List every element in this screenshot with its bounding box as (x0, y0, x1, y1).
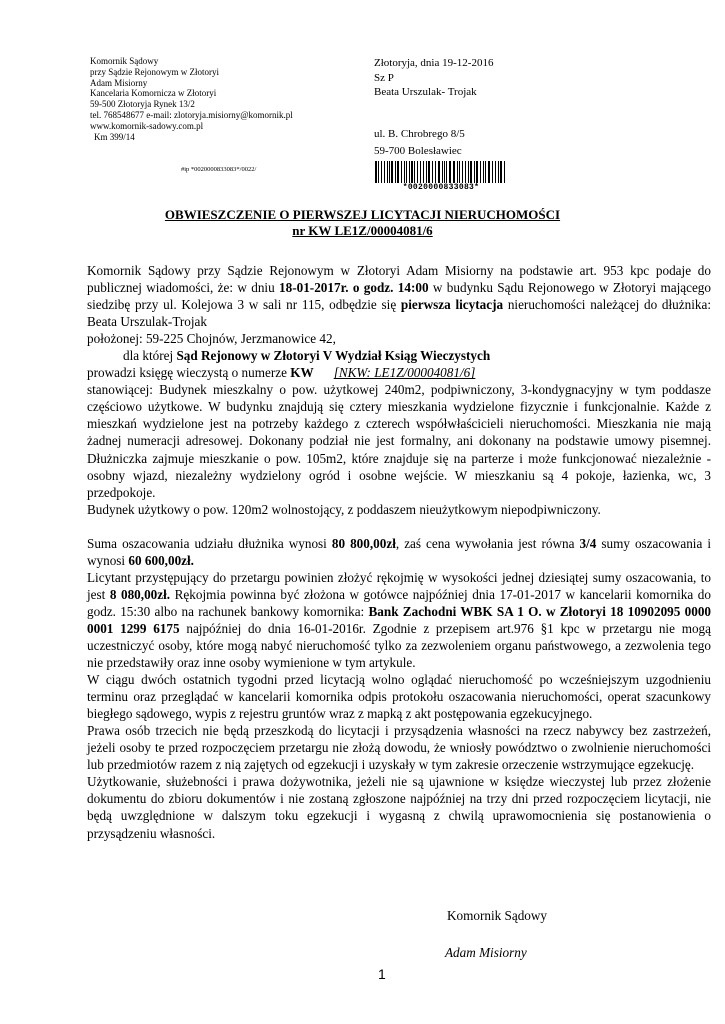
recipient-tag: Sz P (374, 71, 394, 84)
barcode-bar (459, 161, 460, 183)
barcode-bar (449, 161, 451, 183)
barcode-bar (411, 161, 413, 183)
barcode-bar (432, 161, 433, 183)
recipient-address (374, 126, 465, 160)
case-number: Km 399/14 (94, 131, 135, 142)
signature-name: Adam Misiorny (445, 945, 527, 960)
barcode-bar (500, 161, 502, 183)
bank-account: Bank Zachodni WBK SA 1 O. w Złotoryi 18 10902095 0000 0001 1299 6175 (87, 603, 712, 636)
barcode-bar (384, 161, 385, 183)
barcode-bar (420, 161, 421, 183)
barcode-bar (391, 161, 393, 183)
barcode-bar (428, 161, 430, 183)
land-register-number: nr KW LE1Z/00004081/6 (292, 223, 433, 238)
sender-line: Komornik Sądowy (90, 56, 159, 66)
barcode-bar (438, 161, 440, 183)
barcode-bar (446, 161, 447, 183)
valuation-amount: 80 800,00zł (331, 535, 396, 551)
barcode-bar (381, 161, 382, 183)
sender-line: 59-500 Złotoryja Rynek 13/2 (90, 99, 195, 110)
barcode-bar (423, 161, 424, 183)
barcode-bar (442, 161, 443, 183)
signature-title: Komornik Sądowy (447, 908, 548, 923)
property-location: położonej: 59-225 Chojnów, Jerzmanowice 42, (87, 331, 336, 347)
viewing-paragraph: W ciągu dwóch ostatnich tygodni przed licytacją wolno oglądać nieruchomość po wcześniejszym uzgodnieniu terminu oraz przeglądać w kancelarii komornika odpis protokołu oszacowania nieruchomości, operat szacunkowy biegłego sądowego, wypis z rejestru gruntów wraz z mapką z akt postępowania egzekucyjnego. (87, 672, 711, 722)
barcode-bar (389, 161, 390, 183)
recipient-street: ul. B. Chrobrego 8/5 (374, 128, 465, 140)
third-party-rights-paragraph: Prawa osób trzecich nie będą przeszkodą do licytacji i przysądzenia własności na rzecz nabywcy bez zastrzeżeń, jeżeli osoby te przed rozpoczęciem przetargu nie złożą dowodu, że wniosły powództwo o zwolnienie nieruchomości lub przedmiotów razem z nią zajętych od egzekucji i uzyskały w tym zakresie orzeczenie wstrzymujące egzekucję. (87, 723, 711, 773)
barcode-bar (406, 161, 407, 183)
barcode-bar (504, 161, 505, 183)
barcode-bar (495, 161, 496, 183)
deposit-amount: 8 080,00zł. (109, 586, 171, 602)
sender-line: Kancelaria Komornicza w Złotoryi (90, 88, 217, 99)
barcode-bar (375, 161, 377, 183)
barcode-bar (462, 161, 463, 183)
barcode-bar (476, 161, 478, 183)
barcode-bar (409, 161, 410, 183)
barcode-bar (485, 161, 486, 183)
auction-date: 18-01-2017r. o godz. 14:00 (279, 280, 429, 296)
paragraph-auction-notice: Komornik Sądowy przy Sądzie Rejonowym w Złotoryi Adam Misiorny na podstawie art. 953 kpc podaje do publicznej wiadomości, że: w dniu 18-01-2017r. o godz. 14:00 w budynku Sądu Rejonowego w Złotoryi mającego siedzibę przy ul. Kolejowa 3 w sali nr 115, odbędzie się pierwsza licytacja nieruchomości należącej do dłużnika: Beata Urszulak-Trojak (87, 263, 711, 330)
barcode (374, 161, 508, 192)
barcode-bar (395, 161, 396, 183)
recipient-header (374, 56, 493, 100)
sender-line: przy Sądzie Rejonowym w Złotoryi (90, 66, 219, 77)
sender-line: tel. 768548677 e-mail: zlotoryja.misiorny@komornik.pl (90, 109, 293, 120)
barcode-bar (435, 161, 436, 183)
starting-price: 60 600,00zł. (128, 552, 194, 568)
sender-line: Adam Misiorny (90, 77, 148, 88)
barcode-bar (404, 161, 405, 183)
first-auction-label: pierwsza licytacja (400, 297, 504, 313)
barcode-bar (492, 161, 493, 183)
barcode-text: *0020000833083* (374, 183, 508, 192)
barcode-bar (414, 161, 415, 183)
court-name: Sąd Rejonowy w Złotoryi V Wydział Ksiąg Wieczystych (176, 348, 491, 364)
property-description: stanowiącej: Budynek mieszkalny o pow. użytkowej 240m2, podpiwniczony, 3-kondygnacyjny w tym poddasze częściowo użytkowe. W budynku znajdują się cztery mieszkania wydzielone fizycznie i funkcjonalnie. Każde z mieszkań wydzielone jest na potrzeby każdego z czterech współwłaścicieli nieruchomości. Mieszkania nie mają żadnej numeracji adresowej. Dokonany podział nie jest formalny, ani dokonany na podstawie umowy pisemnej. Dłużniczka zajmuje mieszkanie o pow. 105m2, które znajduje się na parterze i może funkcjonować niezależnie - osobny wjazd, niezależny wydzielony ogród i osobne wejście. W mieszkaniu są 4 pokoje, łazienka, wc, 3 przedpokoje. (87, 382, 711, 500)
sender-line: www.komornik-sadowy.com.pl (90, 120, 204, 131)
recipient-city: 59-700 Bolesławiec (374, 145, 462, 157)
recipient-name: Beata Urszulak- Trojak (374, 86, 477, 98)
sender-block (90, 56, 293, 142)
barcode-bar (426, 161, 427, 183)
barcode-bar (480, 161, 481, 183)
barcode-bar (498, 161, 499, 183)
deposit-paragraph: Licytant przystępujący do przetargu powinien złożyć rękojmię w wysokości jednej dziesiątej sumy oszacowania, to jest 8 080,00zł. Rękojmia powinna być złożona w gotówce najpóźniej dnia 17-01-2017 w kancelarii komornika do godz. 15:30 albo na rachunek bankowy komornika: Bank Zachodni WBK SA 1 O. w Złotoryi 18 10902095 0000 0001 1299 6175 najpóźniej do dnia 16-01-2016r. Zgodnie z przepisem art.976 §1 kpc w przetargu nie mogą uczestniczyć osoby, które mogą nabyć nieruchomość tylko za zezwoleniem organu państwowego, a zezwolenia tego nie przedstawiły oraz inne osoby wymienione w tym artykule. (87, 569, 712, 671)
barcode-bars (374, 161, 508, 183)
valuation-paragraph: Suma oszacowania udziału dłużnika wynosi 80 800,00zł, zaś cena wywołania jest równa 3/4 sumy oszacowania i wynosi 60 600,00zł. (87, 535, 711, 568)
barcode-bar (483, 161, 484, 183)
barcode-bar (470, 161, 472, 183)
utility-building-description: Budynek użytkowy o pow. 120m2 wolnostojący, z poddaszem nieużytkowym niepodpiwniczony. (87, 501, 601, 517)
barcode-bar (444, 161, 445, 183)
barcode-bar (401, 161, 402, 183)
court-line: dla której Sąd Rejonowy w Złotoryi V Wydział Ksiąg Wieczystych (123, 348, 491, 364)
barcode-bar (387, 161, 388, 183)
barcode-bar (453, 161, 455, 183)
barcode-bar (417, 161, 418, 183)
kw-number: [NKW: LE1Z/00004081/6] (333, 365, 476, 381)
barcode-bar (465, 161, 466, 183)
barcode-bar (457, 161, 458, 183)
barcode-bar (378, 161, 379, 183)
document-title: OBWIESZCZENIE O PIERWSZEJ LICYTACJI NIERUCHOMOŚCI (164, 207, 561, 222)
place-date: Złotoryja, dnia 19-12-2016 (374, 57, 494, 69)
barcode-bar (397, 161, 399, 183)
page-number: 1 (378, 966, 386, 982)
barcode-bar (474, 161, 475, 183)
land-register-line: prowadzi księgę wieczystą o numerze KW [NKW: LE1Z/00004081/6] (87, 365, 476, 381)
easements-paragraph: Użytkowanie, służebności i prawa dożywotnika, jeżeli nie są ujawnione w księdze wieczystej lub przez złożenie dokumentu do zbioru dokumentów i nie zostaną zgłoszone najpóźniej na trzy dni przed rozpoczęciem licytacji, nie będą uwzględnione w dalszym toku egzekucji i wygasną z chwilą uprawomocnienia się postanowienia o przysądzeniu własności. (87, 774, 711, 841)
document-body (87, 262, 711, 842)
barcode-bar (468, 161, 469, 183)
reference-code: #ip *0020000833083*/0022/ (181, 166, 257, 173)
barcode-bar (488, 161, 490, 183)
